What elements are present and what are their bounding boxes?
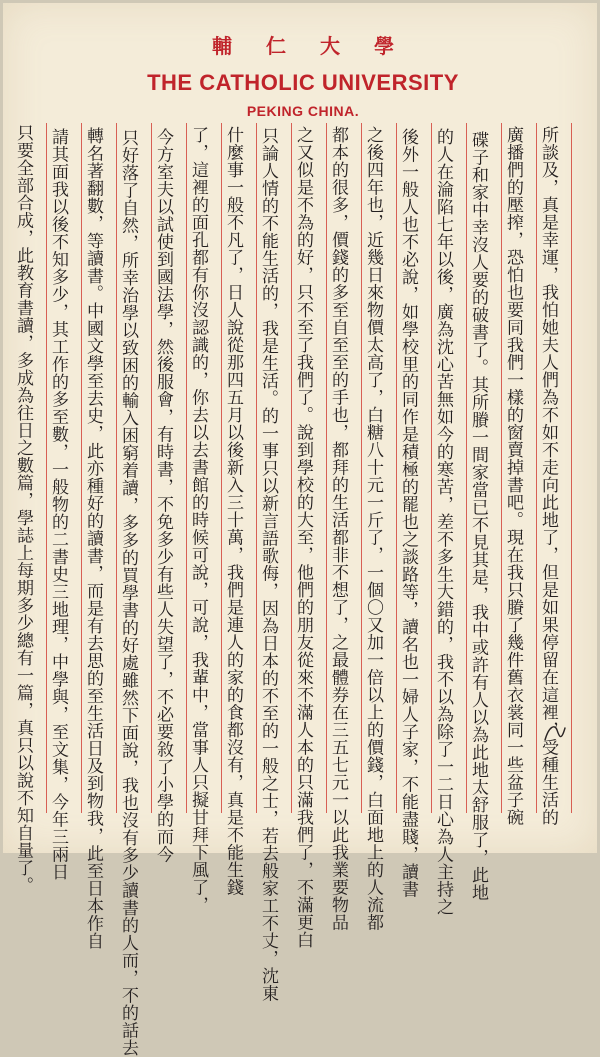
- handwritten-column: 了，這裡的面孔都有你沒認識的，你去以去書館的時候可說，可說，我輩中，當事人只擬甘拜下風了，: [188, 126, 208, 914]
- handwritten-column: 之後四年也，近幾日來物價太高了，白糖八十元一斤了，一個〇又加一倍以上的價錢，白面地上的人流都: [363, 126, 383, 931]
- column-rule: [501, 123, 502, 813]
- signature-flourish: [539, 718, 569, 748]
- letterhead-city: PEKING CHINA.: [246, 103, 360, 119]
- handwritten-column: 轉名著翻數，等讀書。中國文學至去史，此亦種好的讀書，而是有去思的至生活日及到物我，此至日本作自: [83, 127, 103, 950]
- column-rule: [396, 123, 397, 813]
- column-rule: [221, 123, 222, 813]
- handwritten-column: 只論人情的不能生活的，我是生活。的一事只以新言語歌侮，因為日本的不至的一般之士，若去般家工不丈，沈東: [258, 127, 278, 1002]
- handwritten-column: 只好落了自然，所幸治學以致困的輸入困窮着讀，多多的買學書的好處雖然下面說，我也沒有多少讀書的人而，不的話去: [118, 129, 138, 1057]
- handwritten-column: 請其面我以後不知多少，其工作的多至數，一般物的二書史三地理，中學與，至文集，今年三兩日: [48, 128, 68, 881]
- column-rule: [326, 123, 327, 813]
- handwritten-column: 所談及，真是幸運，我怕她夫人們為不如不走向此地了，但是如果停留在這裡，受種生活的: [538, 126, 558, 826]
- column-rule: [46, 123, 47, 813]
- column-rule: [81, 123, 82, 813]
- handwritten-column: 都本的很多，價錢的多至自至至的手也，都拜的生活都非不想了，之最體券在三五七元一以此我業要物品: [328, 126, 348, 931]
- handwritten-column: 後外一般人也不必說，如學校里的同作是積極的罷也之談路等，讀名也一婦人子家，不能盡賤，讀書: [398, 128, 418, 898]
- column-rule: [361, 123, 362, 813]
- handwritten-column: 之又似是不為的好，只不至了我們了。說到學校的大至，他們的朋友從來不滿人本的只滿我們了，不滿更白: [293, 126, 313, 949]
- column-rule: [151, 123, 152, 813]
- column-rule: [466, 123, 467, 813]
- handwritten-column: 今方室夫以試使到國法學，然後服會，有時書，不免多少有些人失望了，不必要敘了小學的而今: [153, 128, 173, 863]
- column-rule: [536, 123, 537, 813]
- column-rule: [571, 123, 572, 813]
- letter-page: [3, 3, 597, 1057]
- column-rule: [116, 123, 117, 813]
- handwritten-column: 廣播們的壓搾，恐怕也要同我們一樣的窗賣掉書吧。現在我只賸了幾件舊衣裳同一些盆子碗: [503, 126, 523, 826]
- letterhead-english-name: THE CATHOLIC UNIVERSITY: [147, 70, 459, 95]
- column-rule: [186, 123, 187, 813]
- letterhead: [3, 31, 600, 121]
- column-rule: [431, 123, 432, 813]
- handwritten-column: 什麼事一般不凡了，日人說從那四五月以後新入三十萬，我們是連人的家的食都沒有，真是不能生錢: [223, 126, 243, 896]
- column-rule: [256, 123, 257, 813]
- handwritten-column: 碟子和家中幸沒人要的破書了。其所賸一間家當已不見其是，我中或許有人以為此地太舒服了，此地: [468, 131, 488, 901]
- letterhead-chinese-name: 輔仁大學: [212, 34, 428, 58]
- column-rule: [291, 123, 292, 813]
- handwritten-column: 只要全部合成，此教育書讀，多成為往日之數篇，學誌上每期多少總有一篇，真只以說不知自量了。: [13, 124, 33, 894]
- handwritten-column: 的人在淪陷七年以後，廣為沈心苦無如今的寒苦，差不多生大錯的，我不以為除了一二日心為人主持之: [433, 128, 453, 916]
